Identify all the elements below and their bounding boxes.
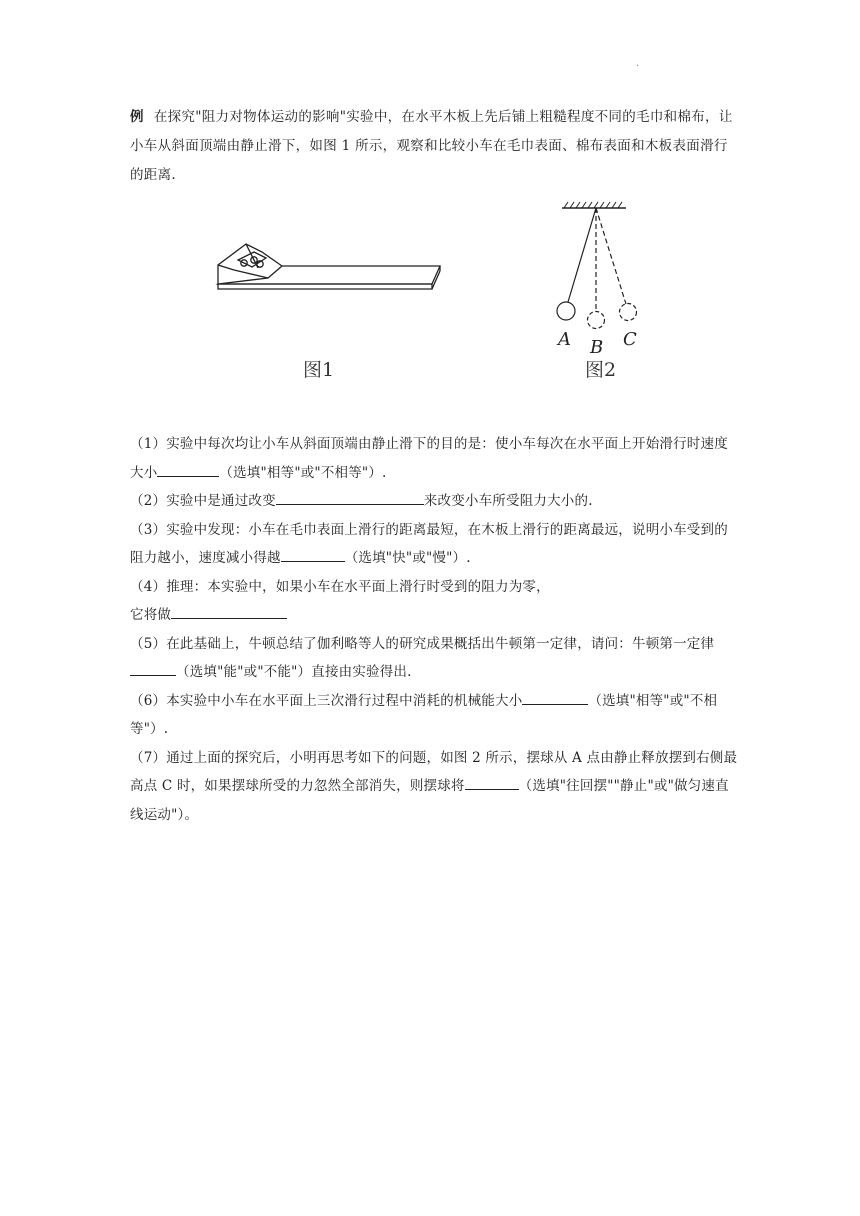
intro-text: 在探究"阻力对物体运动的影响"实验中，在水平木板上先后铺上粗糙程度不同的毛巾和棉布，让小车从斜面顶端由静止滑下，如图 1 所示，观察和比较小车在毛巾表面、棉布表面和木板表面滑行的距离. bbox=[130, 109, 733, 183]
question-list bbox=[130, 430, 740, 829]
question-3: （3）实验中发现：小车在毛巾表面上滑行的距离最短，在木板上滑行的距离最远，说明小车受到的阻力越小，速度减小得越 （选填"快"或"慢"）. bbox=[130, 521, 728, 566]
answer-blank-3[interactable] bbox=[281, 547, 345, 562]
answer-blank-1[interactable] bbox=[157, 462, 219, 477]
answer-blank-4[interactable] bbox=[171, 604, 287, 619]
figure-2-pendulum bbox=[548, 198, 638, 358]
answer-blank-7[interactable] bbox=[465, 775, 519, 790]
label-a: A bbox=[558, 329, 571, 350]
example-label: 例 bbox=[130, 109, 144, 125]
figure-1-caption: 图1 bbox=[303, 359, 335, 381]
answer-blank-5[interactable] bbox=[130, 661, 176, 676]
question-7: （7）通过上面的探究后，小明再思考如下的问题，如图 2 所示，摆球从 A 点由静止释放摆到右侧最高点 C 时，如果摆球所受的力忽然全部消失，则摆球将 （选填"往回摆""静止"或"做匀速直线运动"）。 bbox=[130, 749, 738, 823]
answer-blank-2[interactable] bbox=[276, 490, 424, 505]
label-c: C bbox=[623, 329, 637, 350]
question-4: （4）推理：本实验中，如果小车在水平面上滑行时受到的阻力为零， 它将做 bbox=[130, 578, 550, 623]
figure-1-incline-board bbox=[210, 238, 445, 302]
question-2: （2）实验中是通过改变 来改变小车所受阻力大小的. bbox=[130, 487, 740, 516]
question-5: （5）在此基础上，牛顿总结了伽利略等人的研究成果概括出牛顿第一定律，请问：牛顿第一定律（选填"能"或"不能"）直接由实验得出. bbox=[130, 635, 715, 680]
question-6: （6）本实验中小车在水平面上三次滑行过程中消耗的机械能大小 （选填"相等"或"不相等"）. bbox=[130, 687, 740, 744]
answer-blank-6[interactable] bbox=[522, 690, 588, 705]
page-mark: . bbox=[636, 58, 640, 69]
label-b: B bbox=[590, 337, 604, 358]
question-1: （1）实验中每次均让小车从斜面顶端由静止滑下的目的是：使小车每次在水平面上开始滑行时速度大小 （选填"相等"或"不相等"）. bbox=[130, 436, 728, 481]
figure-2-caption: 图2 bbox=[585, 359, 617, 381]
intro-paragraph bbox=[130, 103, 736, 190]
